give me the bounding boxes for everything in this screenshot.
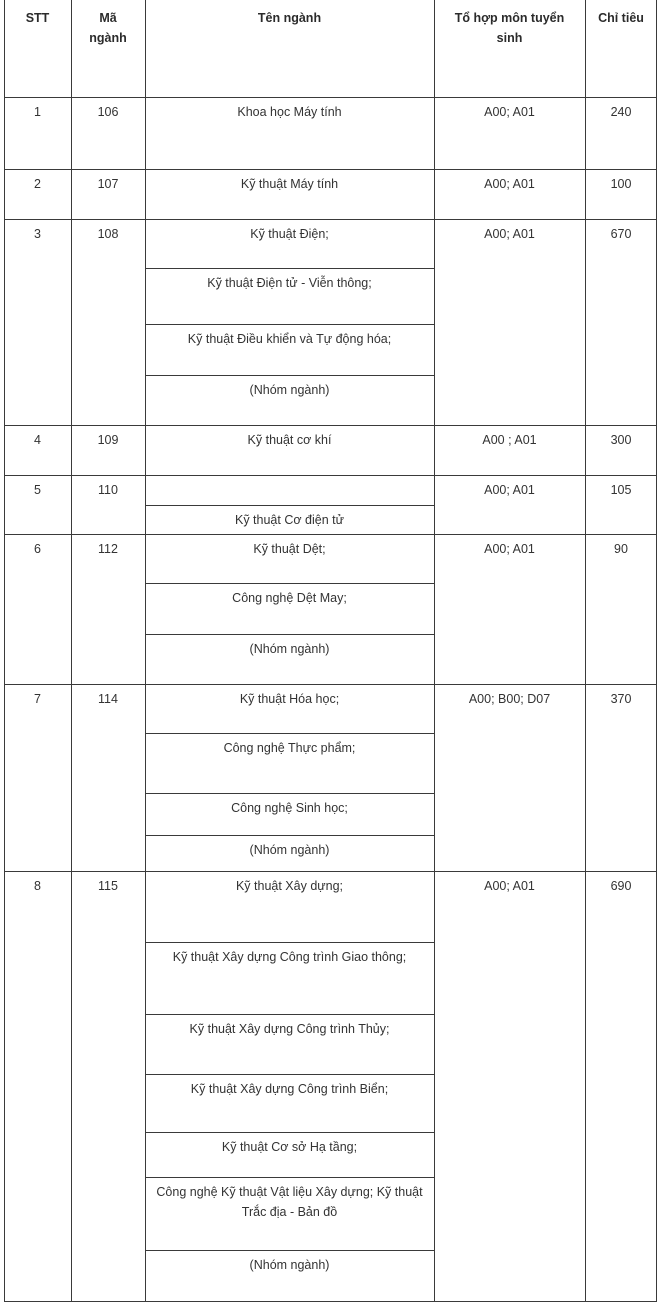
row-quota: 300 bbox=[610, 433, 632, 447]
row-code: 114 bbox=[98, 692, 118, 706]
table-border bbox=[145, 1074, 434, 1075]
row-code: 107 bbox=[97, 177, 119, 191]
row-quota: 370 bbox=[610, 692, 632, 706]
row-combo: A00; A01 bbox=[484, 105, 535, 119]
row-major-name: Kỹ thuật Dệt; bbox=[253, 542, 326, 556]
table-border bbox=[656, 0, 657, 1302]
row-major-name: Kỹ thuật Xây dựng; bbox=[235, 879, 344, 893]
table-border bbox=[145, 1177, 434, 1178]
header-combo: Tổ hợp môn tuyển sinh bbox=[454, 11, 565, 45]
row-stt: 2 bbox=[34, 177, 41, 191]
table-border bbox=[4, 684, 657, 685]
row-stt: 4 bbox=[34, 433, 41, 447]
row-stt: 6 bbox=[34, 542, 41, 556]
table-border bbox=[434, 0, 435, 1302]
row-quota: 670 bbox=[610, 227, 632, 241]
table-border bbox=[145, 733, 434, 734]
row-major-name: Công nghệ Kỹ thuật Vật liệu Xây dựng; Kỹ thuật Trắc địa - Bản đồ bbox=[156, 1185, 423, 1219]
table-border bbox=[145, 1250, 434, 1251]
row-major-name: Kỹ thuật Xây dựng Công trình Thủy; bbox=[189, 1022, 390, 1036]
row-major-name: Kỹ thuật Điện; bbox=[250, 227, 329, 241]
row-major-name: Kỹ thuật Điện tử - Viễn thông; bbox=[207, 276, 372, 290]
table-border bbox=[145, 835, 434, 836]
row-quota: 90 bbox=[614, 542, 628, 556]
row-major-name: Kỹ thuật Hóa học; bbox=[239, 692, 340, 706]
table-border bbox=[145, 942, 434, 943]
row-major-name: Kỹ thuật Xây dựng Công trình Giao thông; bbox=[172, 950, 407, 964]
row-quota: 240 bbox=[610, 105, 632, 119]
row-major-name: Công nghệ Dệt May; bbox=[232, 591, 347, 605]
row-code: 110 bbox=[98, 483, 118, 497]
row-major-name: Kỹ thuật cơ khí bbox=[247, 433, 332, 447]
table-border bbox=[4, 219, 657, 220]
table-border bbox=[145, 634, 434, 635]
table-border bbox=[4, 1301, 657, 1302]
row-code: 109 bbox=[97, 433, 119, 447]
row-combo: A00; A01 bbox=[484, 177, 535, 191]
table-border bbox=[71, 0, 72, 1302]
row-combo: A00; A01 bbox=[484, 483, 535, 497]
table-border bbox=[145, 324, 434, 325]
row-code: 112 bbox=[98, 542, 118, 556]
row-major-name: (Nhóm ngành) bbox=[249, 843, 330, 857]
row-stt: 8 bbox=[34, 879, 41, 893]
header-quota: Chỉ tiêu bbox=[598, 11, 644, 25]
table-border bbox=[4, 475, 657, 476]
row-combo: A00; A01 bbox=[484, 542, 535, 556]
row-major-name: (Nhóm ngành) bbox=[249, 383, 330, 397]
row-stt: 1 bbox=[34, 105, 41, 119]
table-border bbox=[145, 0, 146, 1302]
admissions-table bbox=[4, 0, 657, 1303]
table-border bbox=[145, 793, 434, 794]
table-border bbox=[4, 871, 657, 872]
table-border bbox=[145, 375, 434, 376]
table-border bbox=[4, 169, 657, 170]
row-major-name: Kỹ thuật Điều khiển và Tự động hóa; bbox=[187, 332, 392, 346]
row-quota: 105 bbox=[610, 483, 632, 497]
row-major-name: (Nhóm ngành) bbox=[249, 1258, 330, 1272]
row-quota: 690 bbox=[610, 879, 632, 893]
table-border bbox=[4, 97, 657, 98]
row-combo: A00; A01 bbox=[484, 227, 535, 241]
row-combo: A00; B00; D07 bbox=[468, 692, 551, 706]
row-major-name: Kỹ thuật Cơ sở Hạ tầng; bbox=[221, 1140, 358, 1154]
row-major-name: Kỹ thuật Xây dựng Công trình Biển; bbox=[190, 1082, 389, 1096]
row-code: 115 bbox=[98, 879, 118, 893]
row-major-name: (Nhóm ngành) bbox=[249, 642, 330, 656]
table-border bbox=[145, 505, 434, 506]
row-code: 108 bbox=[97, 227, 119, 241]
table-border bbox=[145, 1014, 434, 1015]
row-major-name: Công nghệ Sinh học; bbox=[231, 801, 348, 815]
row-stt: 3 bbox=[34, 227, 41, 241]
row-stt: 5 bbox=[34, 483, 41, 497]
row-combo: A00 ; A01 bbox=[482, 433, 537, 447]
row-major-name: Công nghệ Thực phẩm; bbox=[223, 741, 356, 755]
row-stt: 7 bbox=[34, 692, 41, 706]
row-major-name: Kỹ thuật Máy tính bbox=[240, 177, 339, 191]
header-name: Tên ngành bbox=[257, 11, 322, 25]
table-border bbox=[4, 534, 657, 535]
row-code: 106 bbox=[97, 105, 119, 119]
row-combo: A00; A01 bbox=[484, 879, 535, 893]
header-code: Mã ngành bbox=[89, 11, 127, 45]
table-border bbox=[145, 268, 434, 269]
table-border bbox=[4, 425, 657, 426]
row-major-name: Khoa học Máy tính bbox=[237, 105, 342, 119]
table-border bbox=[4, 0, 5, 1302]
table-border bbox=[585, 0, 586, 1302]
header-stt: STT bbox=[25, 11, 50, 25]
table-border bbox=[145, 1132, 434, 1133]
row-quota: 100 bbox=[610, 177, 632, 191]
table-border bbox=[145, 583, 434, 584]
row-major-name: Kỹ thuật Cơ điện tử bbox=[235, 513, 344, 527]
